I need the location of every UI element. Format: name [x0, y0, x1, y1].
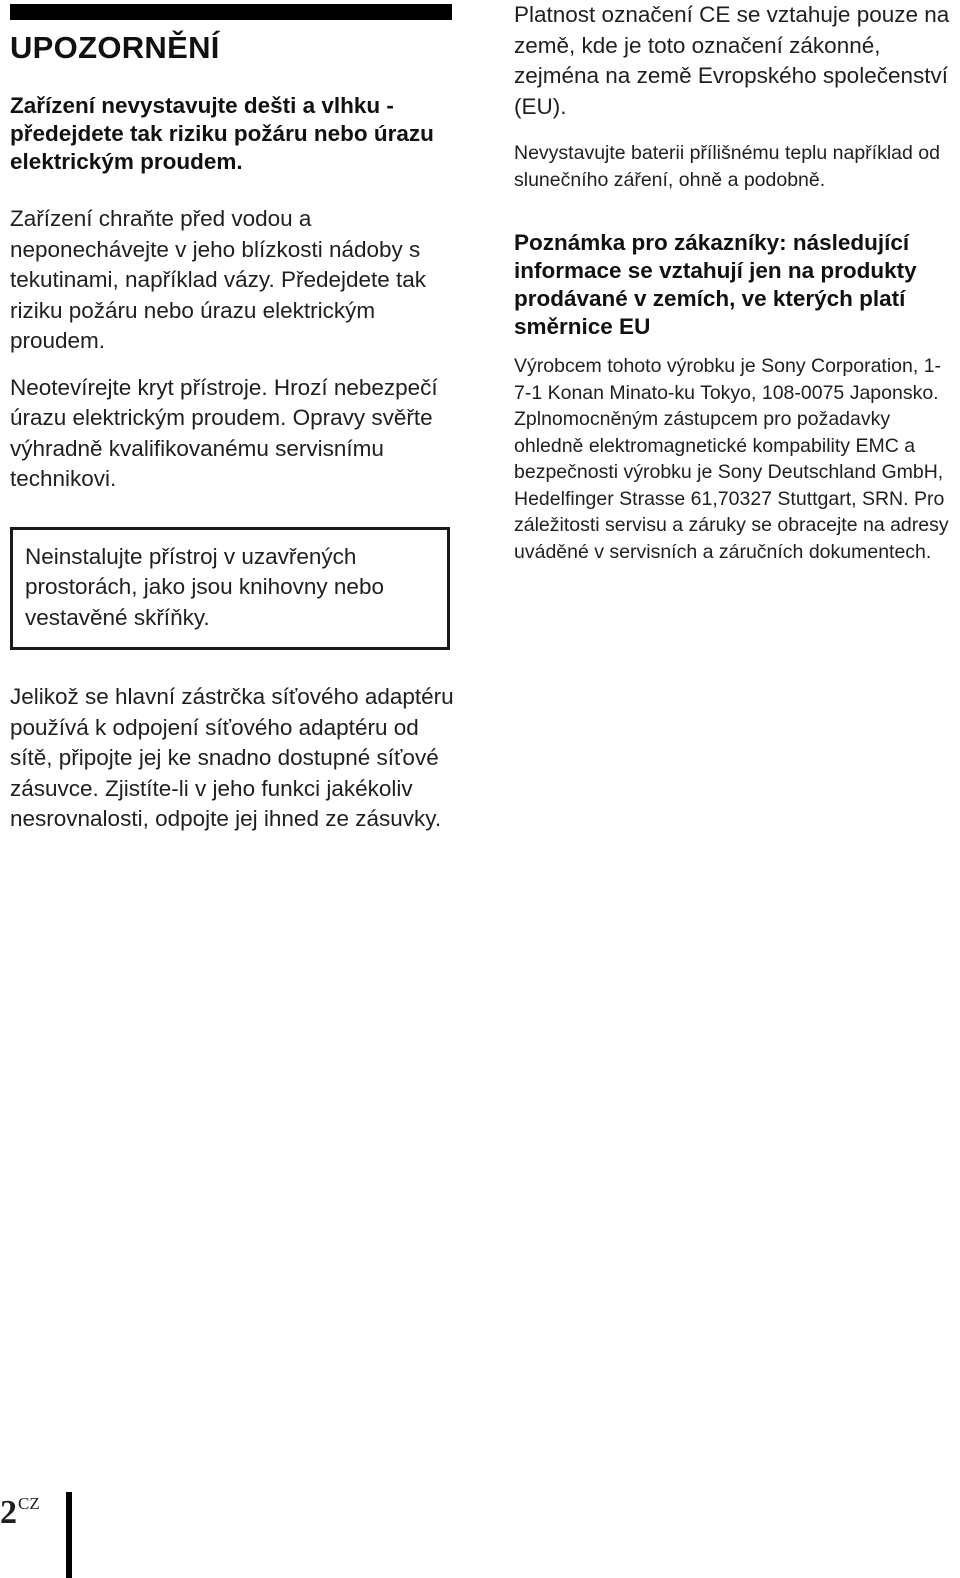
left-column — [10, 28, 458, 851]
right-column — [514, 0, 954, 601]
page-number-value: 2 — [0, 1494, 17, 1531]
language-code: CZ — [18, 1494, 40, 1513]
cover-warning-paragraph: Neotevírejte kryt přístroje. Hrozí nebezpečí úrazu elektrickým proudem. Opravy svěřte výhradně kvalifikovanému servisnímu technikovi. — [10, 374, 438, 491]
warning-lead: Zařízení nevystavujte dešti a vlhku - předejdete tak riziku požáru nebo úrazu elektrickým proudem. — [10, 93, 434, 174]
footer-rule — [66, 1492, 72, 1578]
water-warning-paragraph: Zařízení chraňte před vodou a neponechávejte v jeho blízkosti nádoby s tekutinami, například vázy. Předejdete tak riziku požáru nebo úrazu elektrickým proudem. — [10, 206, 427, 353]
eu-note-body: Výrobcem tohoto výrobku je Sony Corporation, 1-7-1 Konan Minato-ku Tokyo, 108-0075 Japonsko. Zplnomocněným zástupcem pro požadavky ohledně elektromagnetické kompability EMC a bezpečnosti výrobku je Sony Deutschland GmbH, Hedelfinger Strasse 61,70327 Stuttgart, SRN. Pro záležitosti servisu a záruky se obracejte na adresy uváděné v servisních a záručních dokumentech. — [514, 355, 949, 563]
installation-notice-box: Neinstalujte přístroj v uzavřených prostorách, jako jsou knihovny nebo vestavěné skříňky. — [10, 527, 450, 651]
eu-note-heading: Poznámka pro zákazníky: následující informace se vztahují jen na produkty prodávané v zemích, ve kterých platí směrnice EU — [514, 230, 917, 339]
power-adapter-paragraph: Jelikož se hlavní zástrčka síťového adaptéru používá k odpojení síťového adaptéru od sítě, připojte jej ke snadno dostupné síťové zásuvce. Zjistíte-li v jeho funkci jakékoliv nesrovnalosti, odpojte jej ihned ze zásuvky. — [10, 684, 454, 831]
page-number — [0, 1484, 40, 1533]
page-title: UPOZORNĚNÍ — [10, 30, 220, 65]
battery-warning-paragraph: Nevystavujte baterii přílišnému teplu například od slunečního záření, ohně a podobně. — [514, 142, 940, 191]
header-bar — [10, 4, 452, 20]
ce-marking-paragraph: Platnost označení CE se vztahuje pouze na země, kde je toto označení zákonné, zejména na země Evropského společenství (EU). — [514, 2, 950, 119]
